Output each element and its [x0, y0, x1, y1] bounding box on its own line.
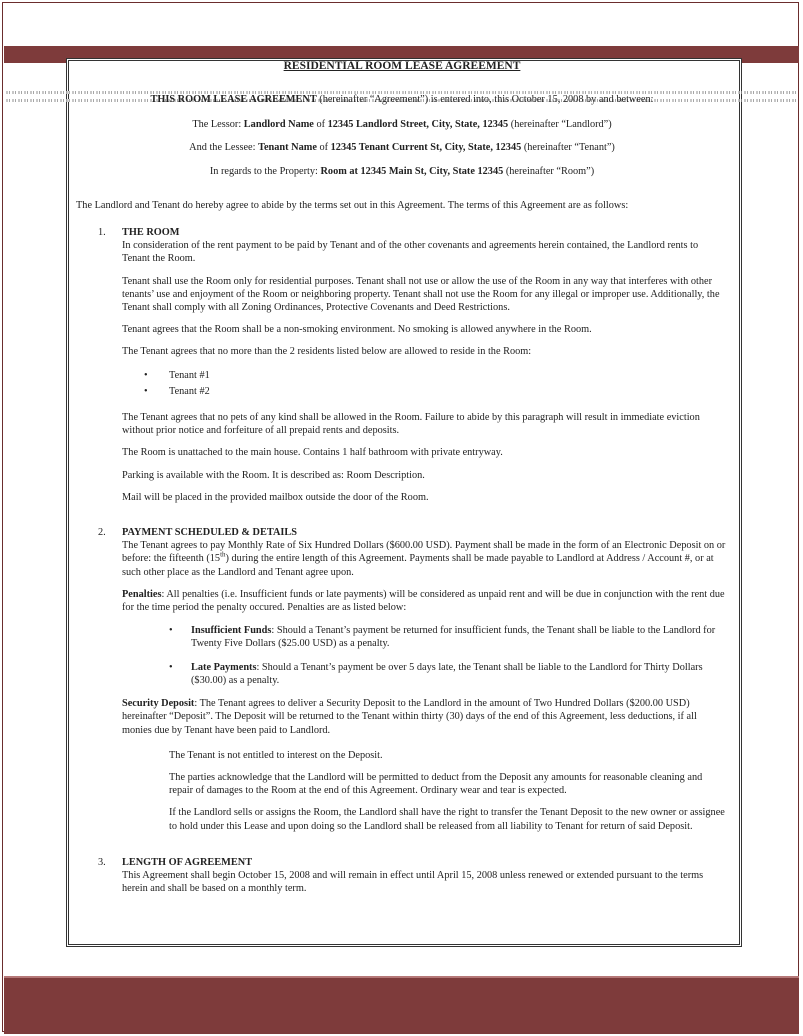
section-number: 3.	[98, 856, 106, 868]
lessor-prefix: The Lessor:	[192, 119, 244, 131]
deposit-paragraph	[122, 697, 728, 737]
late-label: Late Payments	[191, 661, 257, 673]
section-title: THE ROOM	[122, 227, 180, 239]
bullet-icon: •	[144, 385, 148, 397]
list-item	[122, 369, 728, 382]
lessor-of: of	[313, 119, 328, 131]
resident-name: Tenant #1	[169, 369, 210, 381]
lessor-address: 12345 Landlord Street, City, State, 12345	[327, 119, 509, 131]
section-length	[76, 856, 728, 896]
deposit-detail: If the Landlord sells or assigns the Room, the Landlord shall have the right to transfer the Tenant Deposit to the new owner or assignee to hold under this Lease and upon doing so the Landlord shall be released from all liability to Tenant for return of said Deposit.	[169, 807, 725, 832]
section-number: 2.	[98, 527, 106, 539]
section-payment	[76, 526, 728, 833]
lessor-name: Landlord Name	[243, 119, 314, 131]
lessee-prefix: And the Lessee:	[189, 142, 259, 154]
ordinal-suffix: th	[220, 551, 226, 560]
intro-line	[76, 93, 728, 106]
document-title: RESIDENTIAL ROOM LEASE AGREEMENT	[283, 60, 521, 72]
deposit-label: Security Deposit	[122, 698, 195, 710]
lessor-suffix: (hereinafter “Landlord”)	[508, 119, 612, 131]
payment-paragraph	[122, 539, 728, 579]
room-paragraph: Parking is available with the Room. It is described as: Room Description.	[122, 469, 425, 481]
late-text: : Should a Tenant’s payment be over 5 days late, the Tenant shall be liable to the Landlord for Thirty Dollars ($30.00) as a penalty.	[191, 661, 703, 686]
lessee-of: of	[316, 142, 331, 154]
lessor-line	[76, 118, 728, 131]
room-paragraph: Mail will be placed in the provided mailbox outside the door of the Room.	[122, 491, 429, 503]
list-item	[122, 624, 728, 650]
section-number: 1.	[98, 227, 106, 239]
property-line	[76, 165, 728, 178]
list-item	[122, 385, 728, 398]
lessee-line	[76, 141, 728, 154]
intro-bold: THIS ROOM LEASE AGREEMENT	[150, 94, 317, 105]
section-title: PAYMENT SCHEDULED & DETAILS	[122, 527, 297, 539]
room-paragraph: Tenant shall use the Room only for residential purposes. Tenant shall not use or allow the use of the Room in any way that interferes with other tenants’ use and enjoyment of the Room or neighboring property. Tenant shall not use the Room for any illegal or improper use. Additionally, the Tenant shall comply with all Zoning Ordinances, Protective Covenants and Deed Restrictions.	[122, 275, 720, 314]
property-suffix: (hereinafter “Room”)	[503, 165, 595, 177]
penalties-paragraph	[122, 588, 728, 614]
penalties-label: Penalties	[122, 588, 162, 600]
bottom-banner	[4, 976, 799, 1034]
bullet-icon: •	[169, 661, 173, 673]
lease-document	[76, 58, 728, 895]
penalties-text: : All penalties (i.e. Insufficient funds or late payments) will be considered as unpaid rent and will be due in conjunction with the rent due for the time period the penalty occured. Penalties are as listed below:	[122, 588, 725, 614]
room-paragraph: The Tenant agrees that no pets of any kind shall be allowed in the Room. Failure to abide by this paragraph will result in immediate eviction without prior notice and forfeiture of all prepaid rents and deposits.	[122, 412, 700, 437]
deposit-detail: The Tenant is not entitled to interest on the Deposit.	[169, 749, 383, 761]
section-the-room	[76, 226, 728, 504]
payment-text: The Tenant agrees to pay Monthly Rate of Six Hundred Dollars ($600.00 USD). Payment shall be made in the form of an Electronic Deposit on or before: the fifteenth (15	[122, 540, 726, 565]
room-paragraph: In consideration of the rent payment to be paid by Tenant and of the other covenants and agreements herein contained, the Landlord rents to Tenant the Room.	[122, 240, 699, 265]
intro-rest: (hereinafter “Agreement”) is entered into, this October 15, 2008 by and between:	[316, 94, 654, 105]
bullet-icon: •	[144, 369, 148, 381]
room-paragraph: The Tenant agrees that no more than the 2 residents listed below are allowed to reside in the Room:	[122, 346, 532, 358]
deposit-detail: The parties acknowledge that the Landlord will be permitted to deduct from the Deposit any amounts for reasonable cleaning and repair of damages to the Room at the end of this Agreement. Ordinary wear and tear is expected.	[169, 771, 703, 797]
nsf-text: : Should a Tenant’s payment be returned for insufficient funds, the Tenant shall be liable to the Landlord for Twenty Five Dollars ($25.00 USD) as a penalty.	[191, 625, 716, 650]
agreement-terms-intro: The Landlord and Tenant do hereby agree to abide by the terms set out in this Agreement. The terms of this Agreement are as follows:	[76, 199, 629, 211]
section-title: LENGTH OF AGREEMENT	[122, 856, 253, 868]
length-paragraph: This Agreement shall begin October 15, 2008 and will remain in effect until April 15, 2008 unless renewed or extended pursuant to the terms herein and shall be based on a monthly term.	[122, 869, 704, 895]
lessee-address: 12345 Tenant Current St, City, State, 12345	[330, 142, 522, 154]
nsf-label: Insufficient Funds	[191, 625, 272, 637]
deposit-text: : The Tenant agrees to deliver a Security Deposit to the Landlord in the amount of Two Hundred Dollars ($200.00 USD) hereinafter “Deposit”. The Deposit will be returned to the Tenant within thirty (30) days of the end of this Agreement, less deductions, if all monies due by Tenant have been paid to Landlord.	[122, 698, 697, 736]
payment-text-cont: ) during the entire length of this Agreement. Payments shall be made payable to Landlord at Address / Account #, or at such other place as the Landlord and Tenant agree upon.	[122, 553, 714, 578]
room-paragraph: Tenant agrees that the Room shall be a non-smoking environment. No smoking is allowed anywhere in the Room.	[122, 324, 592, 336]
room-paragraph: The Room is unattached to the main house. Contains 1 half bathroom with private entryway.	[122, 447, 503, 459]
lessee-suffix: (hereinafter “Tenant”)	[521, 142, 615, 154]
bullet-icon: •	[169, 625, 173, 637]
property-prefix: In regards to the Property:	[209, 165, 321, 177]
resident-name: Tenant #2	[169, 385, 210, 397]
list-item	[122, 661, 728, 687]
property-address: Room at 12345 Main St, City, State 12345	[320, 165, 504, 177]
lessee-name: Tenant Name	[258, 142, 317, 154]
